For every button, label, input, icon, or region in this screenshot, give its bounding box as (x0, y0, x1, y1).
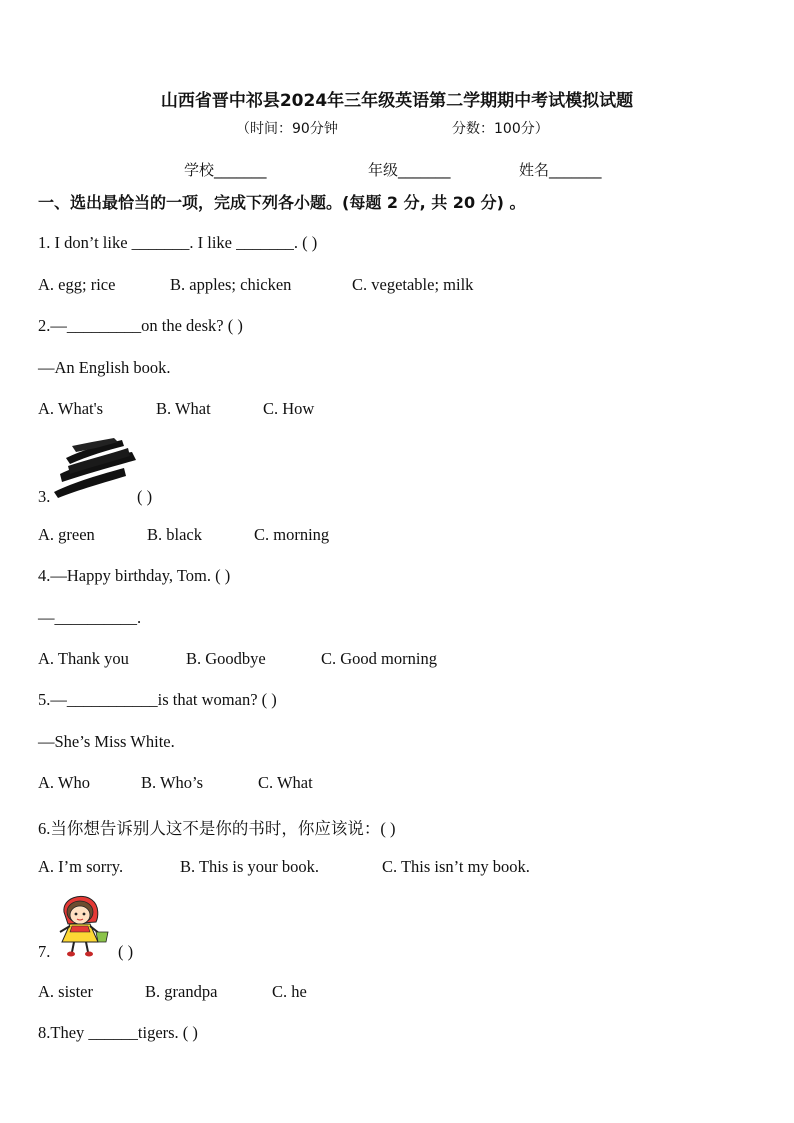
question-6: 6.当你想告诉别人这不是你的书时，你应该说：( ) (38, 819, 396, 838)
girl-cartoon-image (52, 892, 112, 958)
option-5a: A. Who (38, 773, 90, 792)
option-5b: B. Who’s (141, 773, 204, 792)
option-6a: A. I’m sorry. (38, 857, 124, 876)
question-7: 7. (38, 942, 51, 961)
page-title: 山西省晋中祁县2024年三年级英语第二学期期中考试模拟试题 (160, 91, 634, 111)
option-4c: C. Good morning (321, 649, 437, 668)
exam-score: 分数：100分） (452, 121, 549, 137)
option-2b: B. What (156, 399, 211, 418)
option-3a: A. green (38, 525, 95, 544)
option-7c: C. he (272, 982, 307, 1001)
option-1b: B. apples; chicken (170, 275, 292, 294)
option-1c: C. vegetable; milk (352, 275, 474, 294)
question-8: 8.They ______tigers. ( ) (38, 1023, 198, 1042)
option-4a: A. Thank you (38, 649, 129, 668)
option-1a: A. egg; rice (38, 275, 116, 294)
exam-time: （时间：90分钟 (236, 121, 338, 137)
question-3-paren: ( ) (137, 487, 153, 506)
question-4-answer-line: —__________. (38, 608, 142, 627)
black-scribble-image (52, 436, 138, 500)
question-2-answer-line: —An English book. (38, 358, 171, 377)
option-6c: C. This isn’t my book. (382, 857, 530, 876)
name-field: 姓名_______ (519, 161, 602, 179)
question-7-paren: ( ) (118, 942, 134, 961)
question-4: 4.—Happy birthday, Tom. ( ) (38, 566, 231, 585)
question-2: 2.—_________on the desk? ( ) (38, 316, 243, 335)
option-7b: B. grandpa (145, 982, 218, 1001)
grade-field: 年级_______ (368, 161, 451, 179)
option-5c: C. What (258, 773, 313, 792)
question-5: 5.—___________is that woman? ( ) (38, 690, 277, 709)
option-6b: B. This is your book. (180, 857, 320, 876)
option-7a: A. sister (38, 982, 93, 1001)
question-5-answer-line: —She’s Miss White. (38, 732, 175, 751)
question-3: 3. (38, 487, 51, 506)
section-heading: 一、选出最恰当的一项，完成下列各小题。(每题 2 分, 共 20 分) 。 (38, 193, 526, 212)
question-1: 1. I don’t like _______. I like _______. ( ) (38, 233, 318, 252)
option-3c: C. morning (254, 525, 330, 544)
option-2c: C. How (263, 399, 315, 418)
option-3b: B. black (147, 525, 202, 544)
option-2a: A. What's (38, 399, 103, 418)
option-4b: B. Goodbye (186, 649, 266, 668)
school-field: 学校_______ (184, 161, 267, 179)
